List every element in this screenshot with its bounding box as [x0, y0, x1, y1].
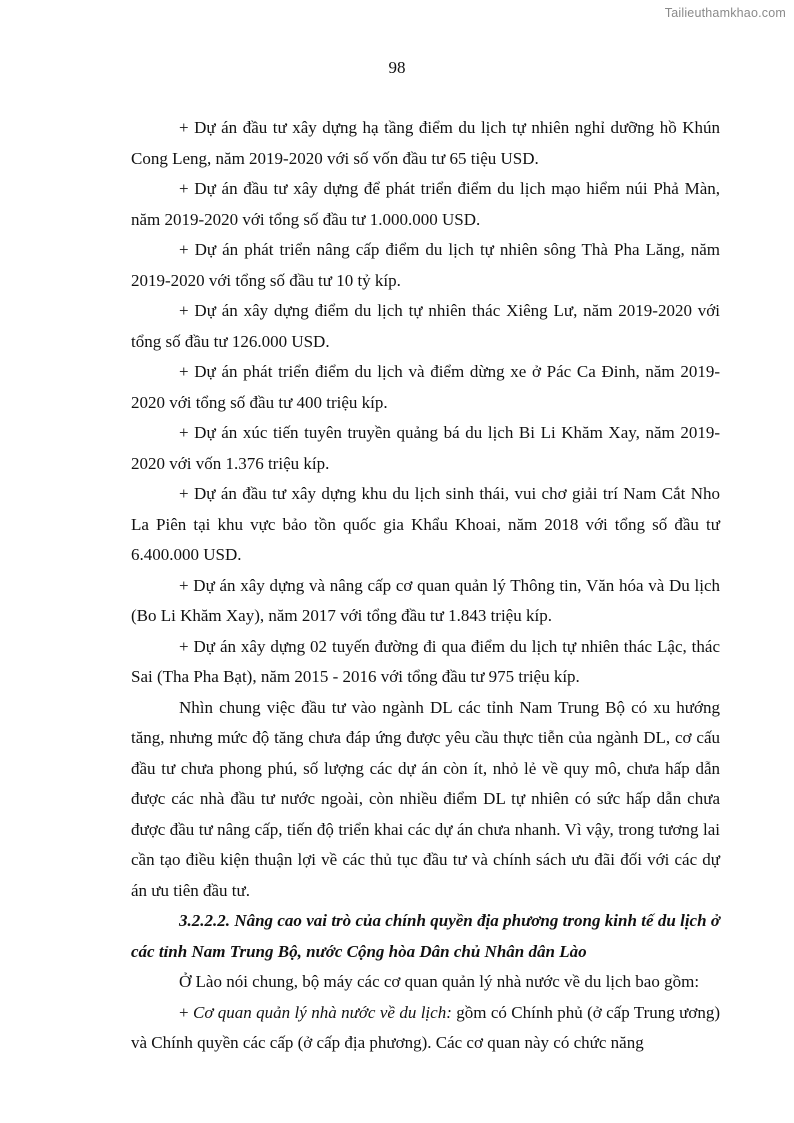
paragraph-project-2: + Dự án đầu tư xây dựng để phát triển điểm du lịch mạo hiểm núi Phả Màn, năm 2019-2020 với tổng số đầu tư 1.000.000 USD.: [131, 179, 720, 229]
paragraph-project-7: + Dự án đầu tư xây dựng khu du lịch sinh thái, vui chơ giải trí Nam Cắt Nho La Piên tại khu vực bảo tồn quốc gia Khẩu Khoai, năm 2018 với tổng số đầu tư 6.400.000 USD.: [131, 484, 720, 564]
page-number: 98: [388, 58, 406, 77]
paragraph-project-5: + Dự án phát triển điểm du lịch và điểm dừng xe ở Pác Ca Đinh, năm 2019-2020 với tổng số đầu tư 400 triệu kíp.: [131, 362, 720, 412]
section-heading: 3.2.2.2. Nâng cao vai trò của chính quyền địa phương trong kinh tế du lịch ở các tỉnh Nam Trung Bộ, nước Cộng hòa Dân chủ Nhân dân Lào: [131, 911, 720, 961]
paragraph-project-3: + Dự án phát triển nâng cấp điểm du lịch tự nhiên sông Thà Pha Lăng, năm 2019-2020 với tổng số đầu tư 10 tỷ kíp.: [131, 240, 720, 290]
italic-term: Cơ quan quản lý nhà nước về du lịch:: [192, 1002, 452, 1022]
paragraph-project-6: + Dự án xúc tiến tuyên truyền quảng bá du lịch Bi Li Khăm Xay, năm 2019-2020 với vốn 1.376 triệu kíp.: [131, 423, 720, 473]
paragraph-summary: Nhìn chung việc đầu tư vào ngành DL các tỉnh Nam Trung Bộ có xu hướng tăng, nhưng mức độ tăng chưa đáp ứng được yêu cầu thực tiễn của ngành DL, cơ cấu đầu tư chưa phong phú, số lượng các dự án còn ít, nhỏ lẻ về quy mô, chưa hấp dẫn được các nhà đầu tư nước ngoài, còn nhiều điểm DL tự nhiên có sức hấp dẫn chưa được đầu tư nâng cấp, tiến độ triển khai các dự án chưa nhanh. Vì vậy, trong tương lai cần tạo điều kiện thuận lợi về các thủ tục đầu tư và chính sách ưu đãi đối với các dự án ưu tiên đầu tư.: [131, 697, 720, 900]
bullet-prefix: +: [179, 1002, 193, 1022]
paragraph-project-1: + Dự án đầu tư xây dựng hạ tầng điểm du lịch tự nhiên nghỉ dưỡng hồ Khún Cong Leng, năm 2019-2020 với số vốn đầu tư 65 tiệu USD.: [131, 118, 720, 168]
paragraph-project-8: + Dự án xây dựng và nâng cấp cơ quan quản lý Thông tin, Văn hóa và Du lịch (Bo Li Khăm Xay), năm 2017 với tổng đầu tư 1.843 triệu kíp.: [131, 575, 720, 625]
document-body: [131, 113, 720, 1059]
paragraph-project-4: + Dự án xây dựng điểm du lịch tự nhiên thác Xiêng Lư, năm 2019-2020 với tổng số đầu tư 126.000 USD.: [131, 301, 720, 351]
paragraph-project-9: + Dự án xây dựng 02 tuyến đường đi qua điểm du lịch tự nhiên thác Lậc, thác Sai (Tha Pha Bạt), năm 2015 - 2016 với tổng đầu tư 975 triệu kíp.: [131, 636, 720, 686]
watermark-text: Tailieuthamkhao.com: [664, 6, 786, 20]
paragraph-intro: Ở Lào nói chung, bộ máy các cơ quan quản lý nhà nước về du lịch bao gồm:: [179, 972, 700, 991]
paragraph-agency-rest: gồm có Chính phủ (ở cấp Trung ương) và Chính quyền các cấp (ở cấp địa phương). Các cơ quan này có chức năng: [131, 1002, 720, 1052]
paragraph-agency: [131, 998, 720, 1059]
